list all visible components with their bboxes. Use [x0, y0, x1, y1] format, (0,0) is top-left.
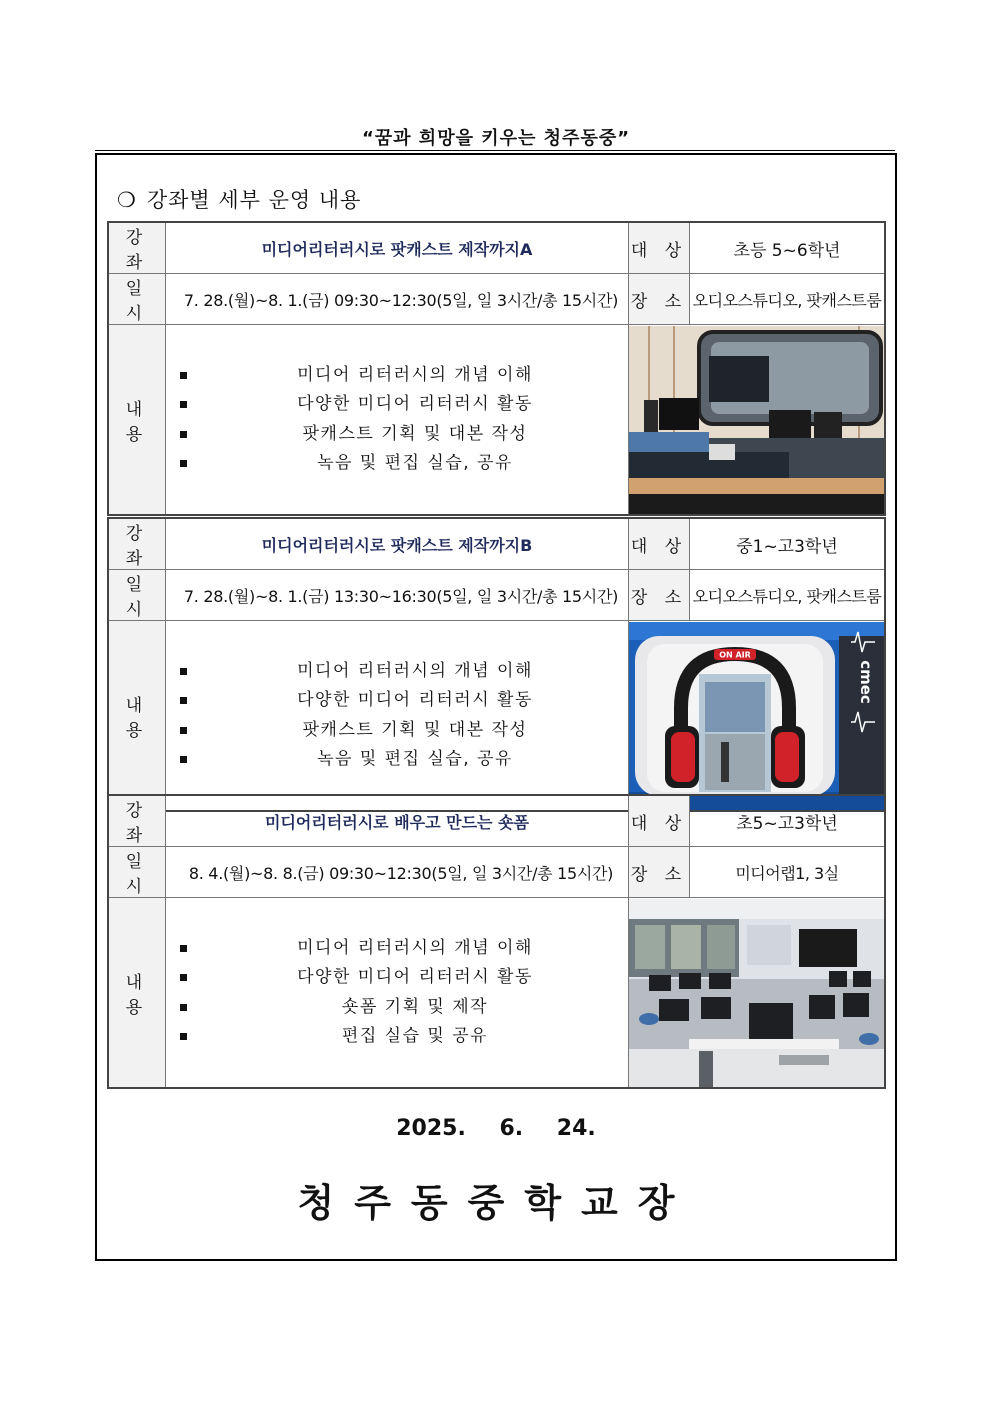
section-heading [117, 184, 361, 214]
course-place: 오디오스튜디오, 팟캐스트룸 [690, 274, 885, 325]
course-target: 중1~고3학년 [690, 519, 885, 570]
course-target: 초등 5~6학년 [690, 223, 885, 274]
schedule-label: 일 시 [109, 847, 166, 898]
course-place: 미디어랩1, 3실 [690, 847, 885, 898]
place-label: 장 소 [629, 847, 690, 898]
schedule-label: 일 시 [109, 570, 166, 621]
list-item: 녹음 및 편집 실습, 공유 [180, 745, 628, 775]
course-content [166, 325, 629, 515]
motto-divider [95, 150, 895, 151]
list-item: 미디어 리터러시의 개념 이해 [180, 657, 628, 687]
content-label: 내 용 [109, 898, 166, 1088]
audio-studio-photo [629, 325, 885, 515]
list-item: 다양한 미디어 리터러시 활동 [180, 390, 628, 420]
content-label: 내 용 [109, 621, 166, 811]
wall-logo-text: cmec [857, 659, 875, 704]
target-label: 대 상 [629, 796, 690, 847]
course-content [166, 621, 629, 811]
course-table-b [108, 518, 885, 811]
course-label: 강 좌 [109, 796, 166, 847]
target-label: 대 상 [629, 223, 690, 274]
place-label: 장 소 [629, 570, 690, 621]
section-title: 강좌별 세부 운영 내용 [146, 188, 362, 212]
on-air-sign: ON AIR [719, 650, 751, 659]
media-lab-photo [629, 898, 885, 1088]
podcast-room-photo [629, 621, 885, 811]
course-label: 강 좌 [109, 223, 166, 274]
list-item: 다양한 미디어 리터러시 활동 [180, 686, 628, 716]
list-item: 미디어 리터러시의 개념 이해 [180, 934, 628, 964]
place-label: 장 소 [629, 274, 690, 325]
list-item: 다양한 미디어 리터러시 활동 [180, 963, 628, 993]
signer: 청주동중학교장 [297, 1181, 695, 1225]
course-place: 오디오스튜디오, 팟캐스트룸 [690, 570, 885, 621]
motto: “꿈과 희망을 키우는 청주동중” [361, 128, 631, 149]
course-schedule: 7. 28.(월)~8. 1.(금) 09:30~12:30(5일, 일 3시간/총 15시간) [166, 274, 629, 325]
target-label: 대 상 [629, 519, 690, 570]
list-item: 팟캐스트 기획 및 대본 작성 [180, 420, 628, 450]
course-title: 미디어리터러시로 배우고 만드는 숏폼 [166, 796, 629, 847]
course-title: 미디어리터러시로 팟캐스트 제작까지B [166, 519, 629, 570]
list-item: 팟캐스트 기획 및 대본 작성 [180, 716, 628, 746]
course-label: 강 좌 [109, 519, 166, 570]
list-item: 편집 실습 및 공유 [180, 1022, 628, 1052]
list-item: 숏폼 기획 및 제작 [180, 993, 628, 1023]
course-schedule: 8. 4.(월)~8. 8.(금) 09:30~12:30(5일, 일 3시간/총 15시간) [166, 847, 629, 898]
course-table-a [108, 222, 885, 515]
circle-bullet-icon: ❍ [117, 188, 137, 212]
schedule-label: 일 시 [109, 274, 166, 325]
course-content [166, 898, 629, 1088]
course-target: 초5~고3학년 [690, 796, 885, 847]
content-label: 내 용 [109, 325, 166, 515]
course-title: 미디어리터러시로 팟캐스트 제작까지A [166, 223, 629, 274]
issue-date: 2025. 6. 24. [396, 1116, 596, 1141]
course-table-c [108, 795, 885, 1088]
list-item: 녹음 및 편집 실습, 공유 [180, 449, 628, 479]
course-schedule: 7. 28.(월)~8. 1.(금) 13:30~16:30(5일, 일 3시간/총 15시간) [166, 570, 629, 621]
list-item: 미디어 리터러시의 개념 이해 [180, 361, 628, 391]
